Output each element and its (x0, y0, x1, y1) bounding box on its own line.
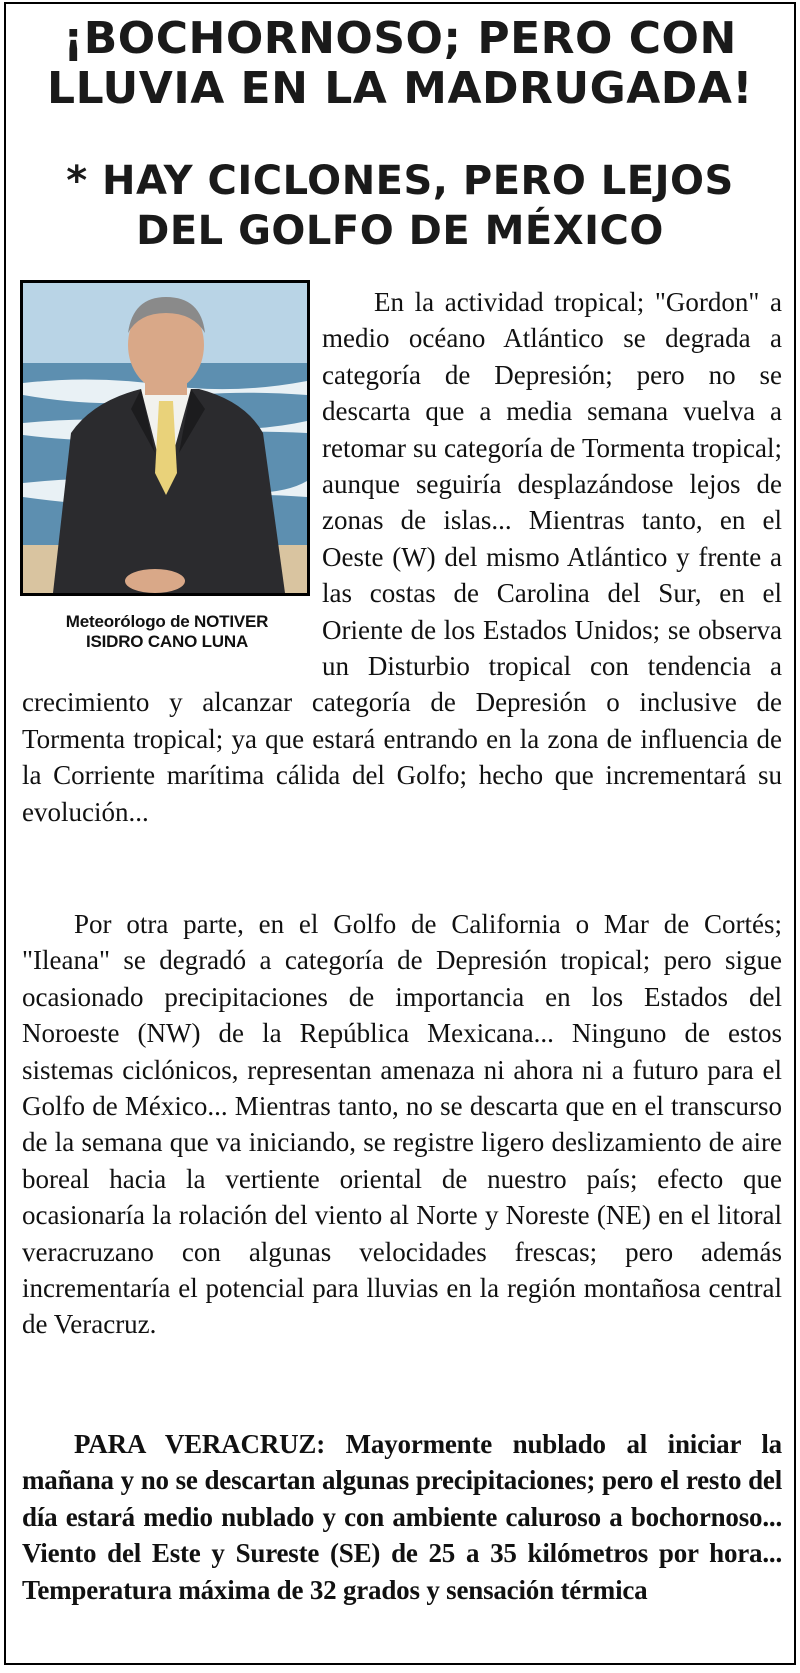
photo-caption-line-1: Meteorólogo de NOTIVER (65, 612, 269, 631)
article-paragraph-2: Por otra parte, en el Golfo de California o Mar de Cortés; "Ileana" se degradó a categoría de Depresión tropical; pero sigue ocasionado precipitaciones de importancia en los Estados del Noroeste (NW) de la República Mexicana... Ninguno de estos sistemas ciclónicos, representan amenaza ni ahora ni a futuro para el Golfo de México... Mientras tanto, no se descarta que en el transcurso de la semana que va iniciando, se registre ligero deslizamiento de aire boreal hacia la vertiente oriental de nuestro país; efecto que ocasionaría la rolación del viento al Norte y Noreste (NE) en el litoral veracruzano con algunas velocidades frescas; pero además incrementaría el potencial para lluvias en la región montañosa central de Veracruz. (22, 909, 782, 1340)
headline-line-2: LLUVIA EN LA MADRUGADA! (47, 63, 753, 114)
headline (6, 14, 794, 114)
subheadline-line-1: * HAY CICLONES, PERO LEJOS (66, 158, 734, 204)
article-paragraph-1-wrap (22, 284, 782, 830)
article-paragraph-1: En la actividad tropical; "Gordon" a medio océano Atlántico se degrada a categoría de Depresión; pero no se descarta que a media semana vuelva a retomar su categoría de Tormenta tropical; aunque seguiría desplazándose lejos de zonas de islas... Mientras tanto, en el Oeste (W) del mismo Atlántico y frente a las costas de Carolina del Sur, en el Oriente de los Estados Unidos; se observa un Disturbio tropical con tendencia a crecimiento y alcanzar categoría de Depresión o inclusive de Tormenta tropical; ya que estará entrando en la zona de influencia de la Corriente marítima cálida del Golfo; hecho que incrementará su evolución... (22, 287, 782, 827)
article-forecast-veracruz: PARA VERACRUZ: Mayormente nublado al iniciar la mañana y no se descartan algunas precipitaciones; pero el resto del día estará medio nublado y con ambiente caluroso a bochornoso... Viento del Este y Sureste (SE) de 25 a 35 kilómetros por hora... Temperatura máxima de 32 grados y sensación térmica (22, 1429, 782, 1605)
subheadline-line-2: DEL GOLFO DE MÉXICO (136, 208, 664, 254)
subheadline (6, 156, 794, 256)
photo-caption-line-2: ISIDRO CANO LUNA (85, 632, 249, 651)
headline-line-1: ¡BOCHORNOSO; PERO CON (63, 13, 737, 64)
news-article-page (4, 2, 796, 1665)
